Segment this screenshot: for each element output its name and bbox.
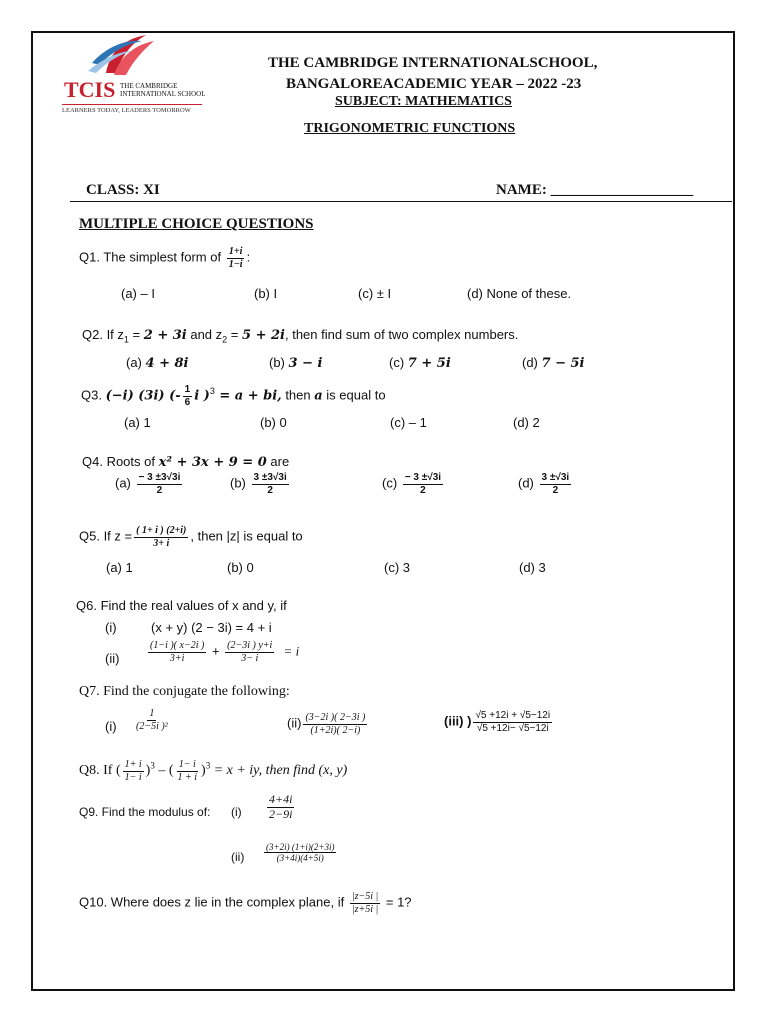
question-8: Q8. If ( $\frac{1+ i}{1- i}$ )$^3$ – ( $\frac{1- i}{1 + i}$ )$^3$ = x + iy, then find (x, y): [79, 759, 348, 783]
question-1: Q1. The simplest form of $\frac{1+i}{1-i}$ :: [79, 246, 251, 270]
q1-option-a[interactable]: (a) – I: [121, 286, 155, 301]
question-6: Q6. Find the real values of x and y, if: [76, 598, 287, 613]
q1-option-d[interactable]: (d) None of these.: [467, 286, 572, 301]
question-5: Q5. If z = $\frac{( 1+ i ) (2+i)}{3+ i}$ , then |z| is equal to: [79, 525, 303, 549]
logo-abbr: TCIS: [64, 77, 116, 102]
logo-name-line2: INTERNATIONAL SCHOOL: [120, 90, 206, 98]
question-3: Q3. (−i) (3i) (- $\frac{1}{6}$ i )$^3$ = a + bi, then a is equal to: [81, 384, 386, 408]
q7-part-i-expr: $\frac{1}{\text{(2−5i )²}}$: [136, 708, 168, 732]
q2-option-a[interactable]: (a) 4 + 8i: [126, 355, 189, 371]
logo-divider: [62, 104, 202, 105]
question-7: Q7. Find the conjugate the following:: [79, 684, 290, 699]
logo-name-line1: THE CAMBRIDGE: [120, 82, 178, 90]
q5-option-a[interactable]: (a) 1: [106, 560, 133, 575]
q1-fraction: $\frac{1+i}{1-i}$: [228, 246, 243, 270]
q2-option-b[interactable]: (b) 3 − i: [269, 355, 323, 371]
q6-part-ii-expr: $\frac{(1-i )( x-2i )}{3+i}$ + $\frac{(2-3i ) y+i}{3- i}$ = i: [150, 640, 300, 664]
page-border: [31, 31, 735, 991]
header-rule: [70, 201, 732, 202]
school-title-line1: THE CAMBRIDGE INTERNATIONALSCHOOL,: [268, 55, 598, 71]
q6-part-ii-label: (ii): [105, 651, 120, 666]
q5-option-d[interactable]: (d) 3: [519, 560, 546, 575]
question-10: Q10. Where does z lie in the complex plane, if $\frac{|z-5i |}{|z+5i |}$ = 1?: [79, 891, 412, 915]
q4-option-c[interactable]: (c) $\frac{- 3 \pm√3i}{2}$: [382, 472, 442, 496]
q3-option-c[interactable]: (c) – 1: [390, 415, 427, 430]
section-title: MULTIPLE CHOICE QUESTIONS: [79, 216, 314, 232]
question-9: Q9. Find the modulus of:: [79, 805, 211, 819]
q1-option-c[interactable]: (c) ± I: [358, 286, 392, 301]
q9-part-i-expr: $\frac{4+4i}{2-9i}$: [269, 792, 293, 821]
school-logo: [62, 33, 204, 118]
question-2: Q2. If $z_1 = 2 + 3i$ and $z_2 = 5 + 2i$, then find sum of two complex numbers.: [82, 327, 519, 345]
q6-part-i-expr: (x + y) (2 − 3i) = 4 + i: [151, 620, 272, 635]
q7-part-i-label: (i): [105, 719, 117, 734]
swoosh-logo-icon: [62, 33, 204, 118]
q10-fraction: $\frac{|z-5i |}{|z+5i |}$: [351, 891, 379, 915]
name-label: NAME: ___________________: [496, 182, 694, 198]
subject-title: SUBJECT: MATHEMATICS: [335, 94, 512, 109]
q5-option-b[interactable]: (b) 0: [227, 560, 254, 575]
q1-text: Q1. The simplest form of: [79, 249, 222, 265]
q3-fraction: $\frac{1}{6}$: [184, 384, 191, 408]
q9-part-ii-expr: $\frac{(3+2i) (1+i)(2+3i)}{(3+4i)(4+5i)}$: [266, 842, 335, 864]
q6-part-i-label: (i): [105, 620, 117, 635]
q3-option-a[interactable]: (a) 1: [124, 415, 151, 430]
topic-title: TRIGONOMETRIC FUNCTIONS: [304, 121, 516, 136]
q1-option-b[interactable]: (b) I: [254, 286, 278, 301]
class-label: CLASS: XI: [86, 182, 160, 198]
q2-option-c[interactable]: (c) 7 + 5i: [389, 355, 451, 371]
q4-option-a[interactable]: (a) $\frac{- 3 \pm 3√3i}{2}$: [115, 472, 181, 496]
q4-option-b[interactable]: (b) $\frac{3 \pm 3√3i}{2}$: [230, 472, 287, 496]
q5-fraction: $\frac{( 1+ i ) (2+i)}{3+ i}$: [136, 525, 187, 549]
q7-part-iii: (iii) ) $\frac{√5 +12i + √5-12i}{√5 +12i- √5-12i}$: [444, 710, 551, 734]
q2-option-d[interactable]: (d) 7 − 5i: [522, 355, 585, 371]
q5-option-c[interactable]: (c) 3: [384, 560, 410, 575]
q7-part-ii: (ii) $\frac{(3-2i )( 2-3i )}{(1+2i)( 2-i)}$: [287, 712, 366, 736]
q4-option-d[interactable]: (d) $\frac{3 \pm√3i}{2}$: [518, 472, 570, 496]
q9-part-ii-label: (ii): [231, 850, 245, 864]
school-title-line2: BANGALOREACADEMIC YEAR – 2022 -23: [286, 76, 582, 92]
question-4: Q4. Roots of x² + 3x + 9 = 0 are: [82, 454, 290, 470]
q3-option-d[interactable]: (d) 2: [513, 415, 540, 430]
q9-part-i-label: (i): [231, 805, 242, 819]
logo-tagline: LEARNERS TODAY, LEADERS TOMORROW: [62, 107, 191, 114]
q3-option-b[interactable]: (b) 0: [260, 415, 287, 430]
